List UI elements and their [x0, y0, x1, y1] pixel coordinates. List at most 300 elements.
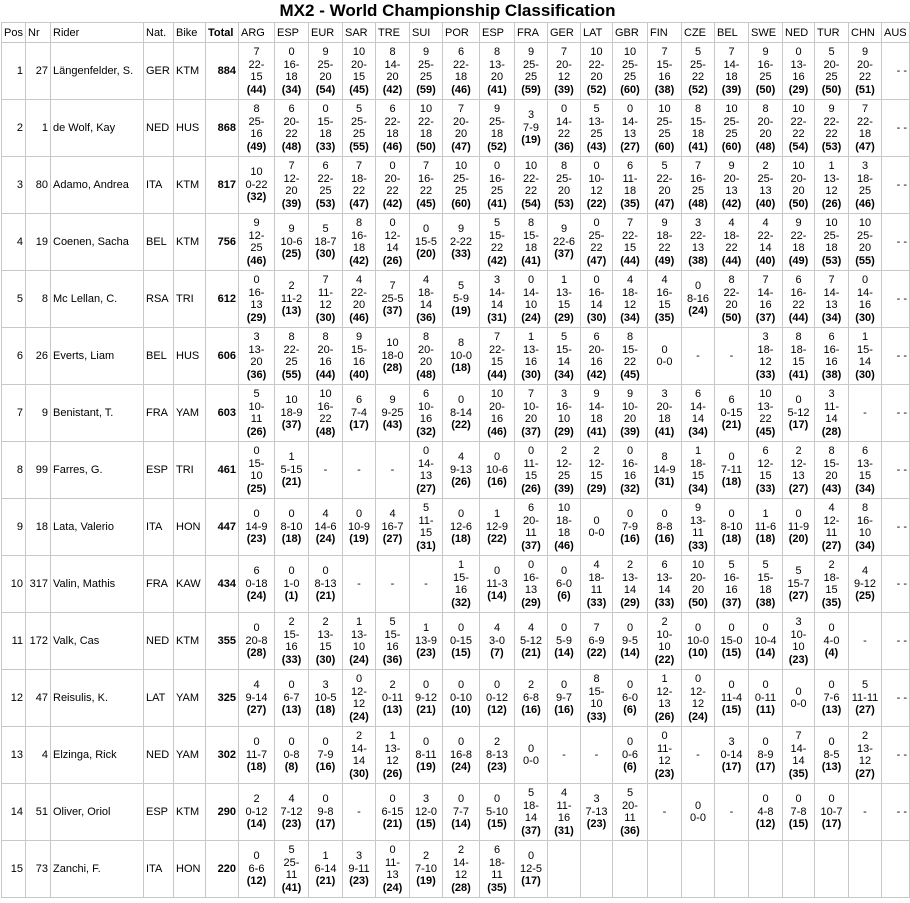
race-points-total: (37) — [281, 419, 302, 432]
rider-cell: Valin, Mathis — [51, 556, 144, 613]
race-result-line: 10-9 — [347, 520, 371, 533]
race-points-total: (17) — [821, 818, 842, 831]
race-result-cell — [581, 670, 613, 727]
table-row — [2, 727, 910, 784]
race-result-line: 13 — [725, 185, 738, 197]
race-result-cell — [480, 43, 515, 100]
race-points-total: (35) — [788, 767, 809, 780]
race-result-line: 5 — [527, 787, 535, 799]
race-result-line: 22 — [858, 71, 872, 83]
race-result-line: 16 — [250, 128, 263, 140]
race-result-line: 0 — [795, 46, 802, 58]
race-result-cell — [309, 841, 343, 898]
race-result-cell — [443, 157, 480, 214]
race-result-line: 4 — [762, 217, 769, 229]
race-result-line: 25- — [283, 856, 300, 869]
race-result-cell — [515, 214, 548, 271]
race-result-line: 12 — [623, 299, 637, 311]
race-result-line: 15- — [757, 571, 774, 584]
race-result-cell — [815, 841, 849, 898]
race-result-line: 12- — [790, 457, 807, 470]
race-result-line: 25- — [317, 58, 334, 71]
bike-cell: HON — [174, 841, 206, 898]
race-points-total: (26) — [654, 710, 675, 723]
race-result-cell — [715, 670, 749, 727]
race-result-cell — [275, 100, 309, 157]
race-result-cell — [882, 841, 910, 898]
race-result-line: 5-15 — [280, 463, 303, 476]
total-cell: 461 — [206, 442, 239, 499]
race-result-line: 0 — [288, 508, 295, 521]
race-result-line: 18 — [691, 128, 705, 140]
race-result-line: 15 — [658, 299, 671, 311]
classification-table — [1, 22, 910, 898]
race-points-total: (23) — [281, 818, 302, 831]
race-result-cell — [410, 841, 443, 898]
race-points-total: (26) — [246, 425, 267, 438]
race-result-cell — [648, 670, 682, 727]
race-result-line: 22 — [658, 242, 671, 254]
race-result-line: 22 — [319, 413, 332, 425]
race-result-cell: - — [849, 613, 882, 670]
race-result-line: 3 — [694, 217, 702, 229]
header-race-fra: FRA — [515, 23, 548, 43]
race-result-cell: - - — [882, 385, 910, 442]
race-result-line: 16 — [590, 356, 603, 368]
race-result-line: 15- — [351, 343, 367, 356]
race-result-cell — [410, 670, 443, 727]
rider-cell: Mc Lellan, C. — [51, 271, 144, 328]
race-points-total: (24) — [246, 590, 267, 603]
race-result-line: 2 — [288, 280, 295, 293]
race-points-total: (38) — [688, 254, 708, 267]
race-result-line: 5 — [560, 331, 568, 343]
race-result-line: 15- — [656, 58, 673, 71]
race-points-total: (39) — [281, 197, 302, 210]
race-result-cell — [581, 784, 613, 841]
race-result-line: 0 — [527, 742, 535, 755]
race-result-cell — [275, 670, 309, 727]
race-result-line: 13- — [248, 343, 265, 356]
race-points-total: (25) — [855, 590, 875, 603]
race-result-line: 12 — [454, 869, 468, 881]
race-result-line: 0 — [661, 730, 668, 742]
race-result-cell — [715, 499, 749, 556]
header-race-tre: TRE — [376, 23, 410, 43]
race-result-cell — [715, 157, 749, 214]
race-result-line: 0 — [626, 679, 634, 692]
race-result-cell — [715, 271, 749, 328]
race-result-cell — [648, 43, 682, 100]
race-result-line: 10 — [557, 413, 571, 425]
race-result-line: 15 — [691, 470, 705, 482]
race-result-line: 8-11 — [415, 748, 437, 761]
race-result-cell — [515, 499, 548, 556]
race-result-line: 9-12 — [853, 577, 877, 590]
race-result-cell — [480, 385, 515, 442]
race-result-line: 6-7 — [283, 691, 300, 704]
race-result-line: 10 — [490, 388, 504, 400]
race-result-line: 20 — [858, 242, 872, 254]
race-result-line: 10 — [792, 103, 805, 115]
race-result-line: 16- — [690, 172, 706, 185]
race-points-total: (34) — [688, 482, 708, 495]
header-race-ger: GER — [548, 23, 581, 43]
race-result-cell: - - — [882, 214, 910, 271]
race-points-total: (41) — [586, 425, 607, 438]
race-result-line: 10- — [622, 400, 638, 413]
race-points-total: (23) — [487, 761, 507, 774]
race-result-line: 8 — [322, 331, 329, 343]
race-result-line: 5 — [288, 844, 295, 856]
race-result-cell — [715, 442, 749, 499]
race-result-cell — [548, 613, 581, 670]
race-result-cell — [343, 613, 376, 670]
race-points-total: (18) — [721, 533, 742, 546]
race-result-line: 9 — [560, 223, 568, 236]
race-result-line: 9 — [422, 46, 430, 58]
race-points-total: (31) — [487, 311, 507, 324]
race-points-total: (18) — [451, 362, 471, 375]
race-points-total: (34) — [688, 425, 708, 438]
race-result-line: 25-5 — [381, 292, 404, 305]
race-result-cell — [613, 499, 648, 556]
race-result-line: 10-7 — [820, 805, 843, 818]
race-points-total: (36) — [620, 824, 640, 837]
race-result-line: 4 — [389, 508, 396, 521]
race-result-line: 15- — [690, 115, 706, 128]
race-result-line: 9 — [728, 160, 735, 172]
race-result-line: 25 — [524, 71, 538, 83]
race-result-line: 0 — [626, 622, 634, 635]
race-result-line: 0-0 — [523, 755, 539, 767]
race-result-line: 0 — [527, 559, 535, 571]
race-result-line: 13- — [857, 457, 873, 470]
race-result-line: 20 — [319, 71, 332, 83]
race-result-line: 14 — [352, 755, 366, 767]
race-result-cell: - — [343, 784, 376, 841]
race-result-cell — [783, 499, 815, 556]
race-result-line: 0 — [322, 565, 329, 578]
race-result-cell — [749, 727, 783, 784]
race-result-line: 8 — [795, 331, 802, 343]
bike-cell: HON — [174, 499, 206, 556]
race-result-line: 7-11 — [720, 463, 743, 476]
race-result-line: 15- — [588, 685, 605, 698]
race-result-line: 14 — [825, 413, 838, 425]
race-result-line: 22 — [352, 185, 366, 197]
race-result-line: 0 — [493, 451, 501, 464]
bike-cell: KTM — [174, 43, 206, 100]
race-result-cell — [515, 100, 548, 157]
race-points-total: (21) — [521, 647, 541, 660]
race-result-cell — [749, 271, 783, 328]
race-result-line: 13 — [825, 299, 838, 311]
race-result-line: 0 — [694, 799, 702, 812]
race-points-total: (42) — [382, 197, 403, 210]
race-result-line: 22- — [453, 58, 469, 71]
race-result-cell — [309, 157, 343, 214]
race-result-cell — [480, 328, 515, 385]
race-result-line: 13 — [386, 869, 399, 881]
race-result-line: 25 — [352, 128, 366, 140]
header-race-fin: FIN — [648, 23, 682, 43]
race-result-cell — [849, 727, 882, 784]
race-result-line: 12- — [588, 457, 605, 470]
race-result-line: 15 — [590, 470, 603, 482]
race-result-line: 13- — [757, 400, 774, 413]
race-result-line: 0 — [355, 673, 363, 685]
race-result-line: 25 — [557, 470, 571, 482]
race-result-line: 0 — [389, 160, 396, 172]
race-result-line: 18-7 — [314, 235, 337, 248]
race-points-total: (11) — [756, 704, 775, 717]
race-result-cell — [715, 43, 749, 100]
race-points-total: (54) — [788, 140, 809, 153]
race-result-line: 18 — [352, 242, 366, 254]
race-result-line: 14- — [556, 115, 572, 128]
race-points-total: (23) — [586, 818, 607, 831]
race-result-line: 0 — [322, 793, 329, 806]
race-result-cell — [275, 784, 309, 841]
race-points-total: (17) — [349, 419, 369, 432]
nat-cell: ESP — [144, 784, 174, 841]
race-result-line: 20- — [556, 58, 572, 71]
race-result-line: 20 — [250, 356, 263, 368]
race-result-line: 5 — [422, 502, 430, 514]
race-points-total: (32) — [620, 482, 640, 495]
race-result-line: 16 — [285, 641, 298, 653]
race-result-line: 15 — [524, 470, 538, 482]
race-result-line: 15 — [490, 356, 504, 368]
race-result-line: 0-14 — [720, 748, 743, 761]
race-result-line: 22- — [351, 286, 367, 299]
race-result-line: 18 — [490, 128, 504, 140]
race-result-line: 2 — [626, 559, 634, 571]
race-result-line: 12 — [386, 755, 399, 767]
rider-cell: Everts, Liam — [51, 328, 144, 385]
race-result-cell: - — [648, 784, 682, 841]
race-result-line: 2 — [322, 616, 329, 628]
race-points-total: (47) — [586, 254, 607, 267]
race-result-line: 18- — [690, 457, 706, 470]
race-result-line: 25- — [248, 115, 265, 128]
race-result-line: 16- — [656, 286, 673, 299]
race-points-total: (42) — [382, 83, 403, 96]
race-points-total: (26) — [451, 476, 471, 489]
race-result-line: 10-4 — [754, 634, 777, 647]
race-result-cell — [376, 385, 410, 442]
race-result-line: 20 — [352, 299, 366, 311]
race-result-line: 7-8 — [790, 805, 807, 818]
race-result-cell — [239, 613, 275, 670]
race-result-line: 6-0 — [622, 691, 638, 704]
race-result-line: 11-11 — [851, 691, 879, 704]
header-race-eur: EUR — [309, 23, 343, 43]
race-points-total: (23) — [416, 647, 436, 660]
total-cell: 447 — [206, 499, 239, 556]
race-result-line: 0 — [861, 274, 869, 286]
race-result-cell: - - — [882, 499, 910, 556]
race-points-total: (43) — [382, 419, 403, 432]
race-result-line: 10- — [523, 400, 539, 413]
race-result-line: 15- — [823, 457, 840, 470]
race-result-line: 14 — [759, 242, 772, 254]
nr-cell: 47 — [26, 670, 51, 727]
race-result-line: 22 — [792, 299, 805, 311]
race-result-line: 8 — [861, 502, 869, 514]
race-result-line: 0 — [560, 622, 568, 635]
race-result-line: 8 — [355, 217, 363, 229]
race-result-line: 8-14 — [449, 406, 473, 419]
race-result-cell — [443, 100, 480, 157]
race-result-line: 20 — [386, 71, 399, 83]
pos-cell: 3 — [2, 157, 26, 214]
race-result-line: 18 — [658, 413, 671, 425]
race-result-cell — [682, 43, 715, 100]
race-result-line: 25 — [285, 356, 298, 368]
bike-cell: YAM — [174, 385, 206, 442]
race-result-line: 16- — [489, 172, 505, 185]
race-result-line: 25- — [857, 229, 873, 242]
race-result-line: 18- — [351, 172, 367, 185]
race-result-line: 14- — [453, 856, 469, 869]
race-result-line: 7 — [560, 46, 568, 58]
race-result-cell — [515, 841, 548, 898]
race-result-line: 13 — [419, 470, 433, 482]
race-result-cell — [548, 499, 581, 556]
pos-cell: 5 — [2, 271, 26, 328]
race-result-cell — [275, 157, 309, 214]
race-result-cell — [749, 499, 783, 556]
race-result-line: 9-25 — [381, 406, 404, 419]
race-points-total: (46) — [855, 197, 875, 210]
nat-cell: FRA — [144, 385, 174, 442]
race-result-line: 15 — [352, 71, 366, 83]
race-points-total: (49) — [246, 140, 267, 153]
race-points-total: (36) — [382, 653, 403, 666]
race-points-total: (35) — [821, 596, 842, 609]
race-result-line: 2 — [560, 445, 568, 457]
race-result-line: 6 — [253, 565, 260, 578]
race-result-cell — [581, 442, 613, 499]
race-result-line: 4 — [322, 508, 329, 521]
race-result-line: 0 — [694, 280, 702, 293]
race-result-line: 25- — [723, 115, 740, 128]
race-points-total: (26) — [521, 482, 541, 495]
race-result-line: 18- — [723, 229, 740, 242]
race-result-cell: - - — [882, 43, 910, 100]
total-cell: 612 — [206, 271, 239, 328]
race-result-cell — [343, 328, 376, 385]
race-result-line: 18 — [285, 71, 298, 83]
race-result-line: 0 — [457, 394, 465, 407]
race-points-total: (20) — [788, 533, 809, 546]
race-points-total: (50) — [416, 140, 436, 153]
race-result-cell — [480, 841, 515, 898]
race-result-line: 1 — [457, 559, 465, 571]
race-points-total: (55) — [855, 254, 875, 267]
race-points-total: (17) — [521, 875, 541, 888]
rider-cell: Farres, G. — [51, 442, 144, 499]
race-result-line: 7 — [422, 160, 430, 172]
race-points-total: (29) — [554, 425, 574, 438]
nr-cell: 27 — [26, 43, 51, 100]
race-result-line: 16 — [386, 641, 399, 653]
race-result-cell — [815, 613, 849, 670]
race-result-line: 3 — [253, 331, 260, 343]
bike-cell: KAW — [174, 556, 206, 613]
race-points-total: (4) — [824, 647, 839, 660]
race-points-total: (13) — [281, 305, 302, 318]
race-points-total: (27) — [788, 590, 809, 603]
race-result-line: 7-9 — [622, 520, 638, 533]
race-points-total: (37) — [554, 248, 574, 261]
race-result-cell — [410, 385, 443, 442]
pos-cell: 14 — [2, 784, 26, 841]
race-points-total: (33) — [451, 248, 471, 261]
race-result-line: 8 — [828, 445, 835, 457]
race-result-line: 20- — [384, 172, 401, 185]
race-result-line: 16- — [283, 58, 300, 71]
race-result-line: 10-0 — [449, 349, 473, 362]
race-result-line: 13- — [857, 742, 873, 755]
race-result-line: 13-9 — [414, 634, 438, 647]
race-points-total: (29) — [788, 83, 809, 96]
race-result-cell — [410, 613, 443, 670]
race-result-line: 13 — [658, 698, 671, 710]
race-result-line: 4-0 — [823, 634, 840, 647]
race-result-line: 9-8 — [317, 805, 334, 818]
header-race-swe: SWE — [749, 23, 783, 43]
race-points-total: (39) — [554, 482, 574, 495]
race-result-line: 14 — [623, 584, 637, 596]
race-result-line: 13 — [524, 584, 538, 596]
race-result-line: 22 — [524, 185, 538, 197]
race-result-line: 4 — [288, 793, 295, 806]
race-result-line: 20- — [823, 58, 840, 71]
total-cell: 606 — [206, 328, 239, 385]
race-points-total: (6) — [623, 761, 637, 774]
race-result-line: 13- — [489, 58, 505, 71]
race-result-line: 13- — [556, 286, 572, 299]
race-result-line: 12- — [384, 229, 401, 242]
race-points-total: (46) — [349, 311, 369, 324]
race-result-line: 12- — [283, 172, 300, 185]
race-result-cell — [410, 157, 443, 214]
race-points-total: (42) — [721, 197, 742, 210]
race-result-line: 0 — [728, 451, 735, 464]
race-points-total: (15) — [788, 818, 809, 831]
race-result-cell — [515, 442, 548, 499]
race-result-line: 0 — [457, 679, 465, 692]
race-result-cell — [343, 271, 376, 328]
race-result-cell — [410, 271, 443, 328]
race-result-line: 4 — [828, 502, 835, 514]
race-result-line: 0 — [762, 793, 769, 806]
race-result-line: 3 — [422, 793, 430, 806]
race-result-line: 9 — [626, 388, 634, 400]
race-points-total: (26) — [382, 254, 403, 267]
race-result-line: 12-0 — [414, 805, 438, 818]
race-result-line: 7 — [728, 46, 735, 58]
race-result-cell — [443, 556, 480, 613]
race-result-line: 6 — [762, 445, 769, 457]
race-result-line: 10- — [656, 628, 673, 641]
race-points-total: (44) — [487, 368, 507, 381]
race-result-line: 20- — [523, 514, 539, 527]
bike-cell: KTM — [174, 613, 206, 670]
